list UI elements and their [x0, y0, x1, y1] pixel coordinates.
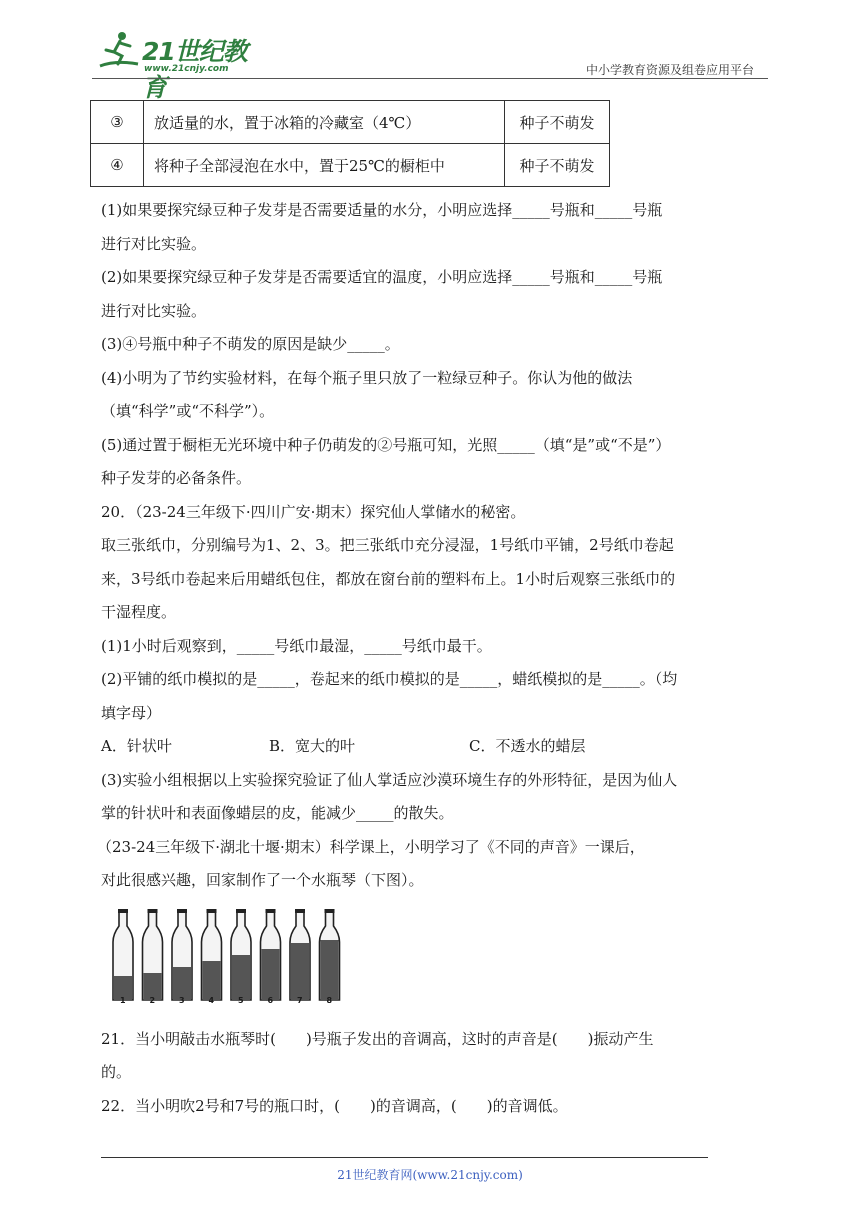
bottle-label: 2	[149, 996, 156, 1005]
header-rule	[92, 78, 768, 79]
q20-part3-cont: 掌的针状叶和表面像蜡层的皮，能减少_____的散失。	[101, 804, 454, 822]
bottle-label: 5	[238, 996, 244, 1005]
footer-rule	[101, 1157, 708, 1158]
page-header	[0, 0, 860, 102]
q19-part1: (1)如果要探究绿豆种子发芽是否需要适量的水分，小明应选择_____号瓶和_____号瓶	[101, 201, 663, 219]
q19-part4: (4)小明为了节约实验材料，在每个瓶子里只放了一粒绿豆种子。你认为他的做法	[101, 368, 633, 387]
q20-intro: 取三张纸巾，分别编号为1、2、3。把三张纸巾充分浸湿，1号纸巾平铺，2号纸巾卷起	[101, 536, 674, 554]
q20-part2: (2)平铺的纸巾模拟的是_____，卷起来的纸巾模拟的是_____，蜡纸模拟的是_____。（均	[101, 670, 678, 688]
q19-part3: (3)④号瓶中种子不萌发的原因是缺少_____。	[101, 335, 400, 353]
table-row	[91, 101, 610, 144]
q20-intro-cont: 来，3号纸巾卷起来后用蜡纸包住，都放在窗台前的塑料布上。1小时后观察三张纸巾的	[101, 569, 676, 588]
footer-text: 21世纪教育网(www.21cnjy.com)	[337, 1168, 523, 1182]
runner-logo-icon	[96, 30, 142, 74]
water-bottle-xylophone-figure	[111, 906, 356, 1018]
option-b: B．宽大的叶	[269, 737, 356, 755]
logo	[96, 30, 266, 102]
bottles-svg	[111, 906, 356, 1006]
question-body	[97, 194, 761, 1123]
shared-intro: （23-24三年级下·湖北十堰·期末）科学课上，小明学习了《不同的声音》一课后，	[97, 837, 645, 856]
bottle-label: 4	[208, 996, 215, 1005]
q19-part2: (2)如果要探究绿豆种子发芽是否需要适宜的温度，小明应选择_____号瓶和_____号瓶	[101, 268, 663, 286]
bottle-number: ④	[91, 144, 144, 187]
result-cell: 种子不萌发	[505, 101, 610, 144]
q20-part1: (1)1小时后观察到，_____号纸巾最湿，_____号纸巾最干。	[101, 636, 492, 655]
bottle-number: ③	[91, 101, 144, 144]
bottle-label: 3	[179, 996, 185, 1005]
q19-part5-cont: 种子发芽的必备条件。	[101, 469, 252, 487]
bottle-label: 8	[326, 996, 333, 1005]
q22-line: 22．当小明吹2号和7号的瓶口时，( )的音调高，( )的音调低。	[101, 1096, 568, 1115]
bottle-label: 6	[267, 996, 274, 1005]
q21-line: 21．当小明敲击水瓶琴时( )号瓶子发出的音调高，这时的声音是( )振动产生	[101, 1029, 654, 1048]
q19-part1-cont: 进行对比实验。	[101, 234, 207, 253]
q20-title: 20．（23-24三年级下·四川广安·期末）探究仙人掌储水的秘密。	[101, 502, 526, 521]
q20-intro-cont: 干湿程度。	[101, 603, 177, 621]
option-a: A．针状叶	[101, 737, 172, 755]
platform-title: 中小学教育资源及组卷应用平台	[585, 63, 754, 77]
experiment-table	[90, 100, 610, 187]
q20-options	[101, 730, 761, 764]
result-cell: 种子不萌发	[505, 144, 610, 187]
table-row	[91, 144, 610, 187]
q19-part2-cont: 进行对比实验。	[101, 301, 207, 320]
bottle-label: 7	[297, 996, 303, 1005]
logo-site: www.21cnjy.com	[144, 64, 229, 74]
condition-cell: 放适量的水，置于冰箱的冷藏室（4℃）	[144, 101, 505, 144]
logo-brand: 21世纪教育	[142, 37, 247, 102]
q19-part4-cont: （填“科学”或“不科学”）。	[101, 402, 275, 420]
option-c: C．不透水的蜡层	[469, 737, 586, 755]
bottle-label: 1	[120, 996, 126, 1005]
q20-part2-cont: 填字母）	[101, 703, 162, 722]
shared-intro-cont: 对此很感兴趣，回家制作了一个水瓶琴（下图）。	[101, 871, 424, 889]
q20-part3: (3)实验小组根据以上实验探究验证了仙人掌适应沙漠环境生存的外形特征，是因为仙人	[101, 770, 678, 789]
condition-cell: 将种子全部浸泡在水中，置于25℃的橱柜中	[144, 144, 505, 187]
q19-part5: (5)通过置于橱柜无光环境中种子仍萌发的②号瓶可知，光照_____（填“是”或“不是”）	[101, 435, 671, 454]
q21-line-cont: 的。	[101, 1063, 132, 1081]
